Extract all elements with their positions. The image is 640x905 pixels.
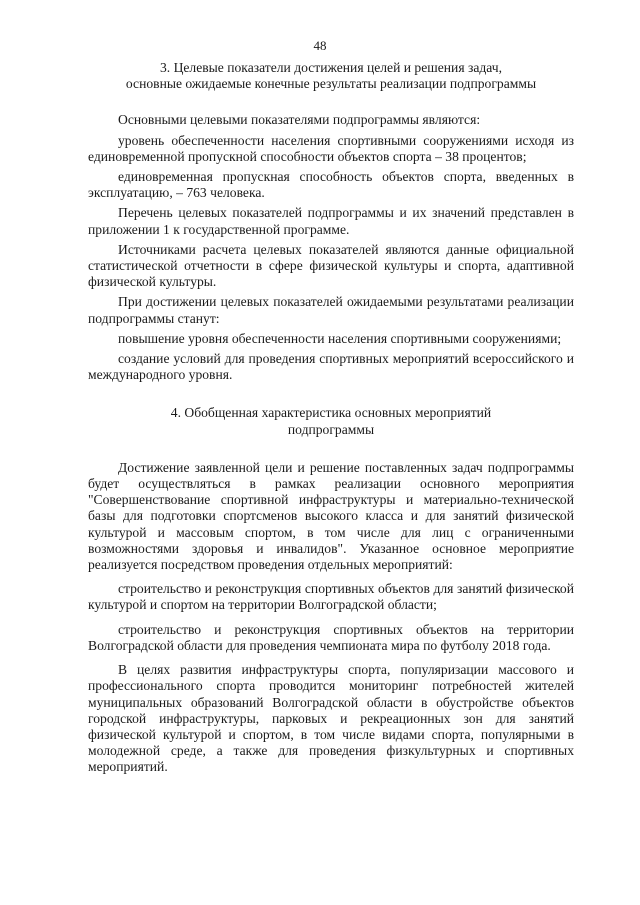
section-3-heading [88, 60, 574, 92]
section-3-paragraph: единовременная пропускная способность объектов спорта, введенных в эксплуатацию, – 763 человека. [88, 169, 574, 201]
section-4-heading-line-1: 4. Обобщенная характеристика основных мероприятий [170, 405, 492, 421]
section-3-paragraph: создание условий для проведения спортивных мероприятий всероссийского и международного уровня. [88, 351, 574, 383]
page-number: 48 [313, 38, 327, 53]
section-3-paragraph: повышение уровня обеспеченности населения спортивными сооружениями; [118, 330, 562, 346]
section-3-paragraph: Перечень целевых показателей подпрограммы и их значений представлен в приложении 1 к государственной программе. [88, 205, 574, 237]
section-4-heading [88, 405, 574, 437]
section-4-paragraph: Достижение заявленной цели и решение поставленных задач подпрограммы будет осуществляться в рамках реализации основного мероприятия "Совершенствование спортивной инфраструктуры и материально-технической базы для подготовки спортсменов высокого класса и для занятий физической культурой и массовым спортом, в том числе для лиц с ограниченными возможностями здоровья и инвалидов". Указанное основное мероприятие реализуется посредством проведения отдельных мероприятий: [88, 459, 574, 573]
section-3-paragraph: уровень обеспеченности населения спортивными сооружениями исходя из единовременной пропускной способности объектов спорта – 38 процентов; [88, 132, 574, 164]
section-3-paragraph: Источниками расчета целевых показателей являются данные официальной статистической отчетности в сфере физической культуры и спорта, адаптивной физической культуры. [88, 241, 574, 290]
section-4-paragraph: В целях развития инфраструктуры спорта, популяризации массового и профессионального спорта проводится мониторинг потребностей жителей муниципальных образований Волгоградской области в обустройстве объектов городской инфраструктуры, парковых и рекреационных зон для занятий физической культурой и спортом, в том числе видами спорта, популярными в молодежной среде, а также для проведения физкультурных и спортивных мероприятий. [88, 662, 574, 775]
section-4-heading-line-2: подпрограммы [287, 421, 375, 437]
section-4-paragraph: строительство и реконструкция спортивных объектов для занятий физической культурой и спортом на территории Волгоградской области; [88, 581, 574, 613]
section-3-heading-line-1: 3. Целевые показатели достижения целей и решения задач, [159, 60, 503, 75]
document-body [88, 60, 574, 784]
section-3-paragraph: При достижении целевых показателей ожидаемыми результатами реализации подпрограммы станут: [88, 294, 574, 326]
section-3-heading-line-2: основные ожидаемые конечные результаты реализации подпрограммы [125, 76, 537, 92]
section-4-paragraph: строительство и реконструкция спортивных объектов на территории Волгоградской области для проведения чемпионата мира по футболу 2018 года. [88, 621, 574, 653]
section-3-paragraph: Основными целевыми показателями подпрограммы являются: [118, 112, 481, 128]
